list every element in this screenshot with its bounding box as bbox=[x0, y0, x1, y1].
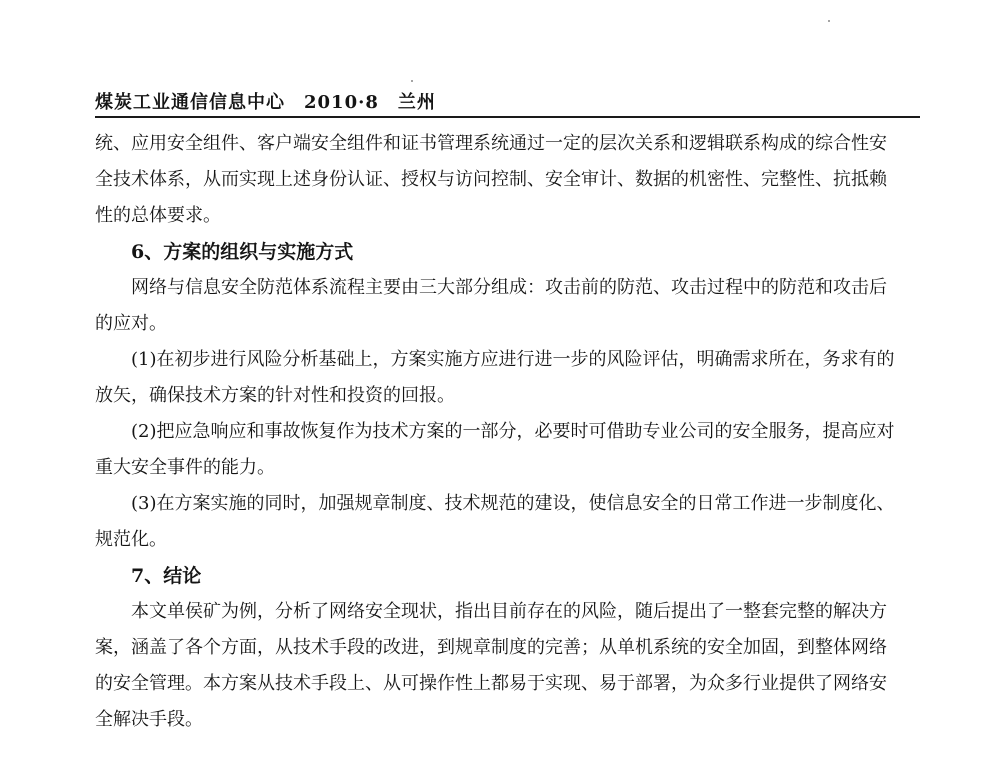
text-line: 规范化。 bbox=[95, 529, 167, 550]
paragraph-text: 全技术体系，从而实现上述身份认证、授权与访问控制、安全审计、数据的机密性、完整性、抗抵赖 bbox=[95, 169, 887, 190]
scan-speck bbox=[411, 80, 413, 82]
text-line: (1)在初步进行风险分析基础上，方案实施方应进行进一步的风险评估，明确需求所在，务求有的 bbox=[131, 349, 895, 370]
section-heading-6: 6、方案的组织与实施方式 bbox=[131, 241, 354, 263]
text-line: 网络与信息安全防范体系流程主要由三大部分组成：攻击前的防范、攻击过程中的防范和攻击后 bbox=[131, 277, 887, 298]
text-line: 的安全管理。本方案从技术手段上、从可操作性上都易于实现、易于部署，为众多行业提供了网络安 bbox=[95, 673, 887, 694]
text-line: 全解决手段。 bbox=[95, 709, 203, 730]
text-line: 本文单侯矿为例，分析了网络安全现状，指出目前存在的风险，随后提出了一整套完整的解决方 bbox=[131, 601, 887, 622]
section-heading-7: 7、结论 bbox=[131, 565, 202, 587]
page-header bbox=[95, 86, 920, 118]
text-line bbox=[95, 126, 920, 162]
text-line bbox=[95, 162, 920, 198]
text-line: 重大安全事件的能力。 bbox=[95, 457, 275, 478]
body-text bbox=[95, 126, 920, 738]
scan-speck bbox=[828, 20, 830, 22]
text-line: 放矢，确保技术方案的针对性和投资的回报。 bbox=[95, 385, 455, 406]
paragraph-text: 统、应用安全组件、客户端安全组件和证书管理系统通过一定的层次关系和逻辑联系构成的综合性安 bbox=[95, 133, 887, 154]
text-line: (2)把应急响应和事故恢复作为技术方案的一部分，必要时可借助专业公司的安全服务，提高应对 bbox=[131, 421, 895, 442]
text-line: 的应对。 bbox=[95, 313, 167, 334]
text-line: 性的总体要求。 bbox=[95, 205, 221, 226]
text-line: 案，涵盖了各个方面，从技术手段的改进，到规章制度的完善；从单机系统的安全加固，到整体网络 bbox=[95, 637, 887, 658]
header-title: 煤炭工业通信信息中心 2010·8 兰州 bbox=[95, 92, 436, 113]
text-line: (3)在方案实施的同时，加强规章制度、技术规范的建设，使信息安全的日常工作进一步制度化、 bbox=[131, 493, 895, 514]
